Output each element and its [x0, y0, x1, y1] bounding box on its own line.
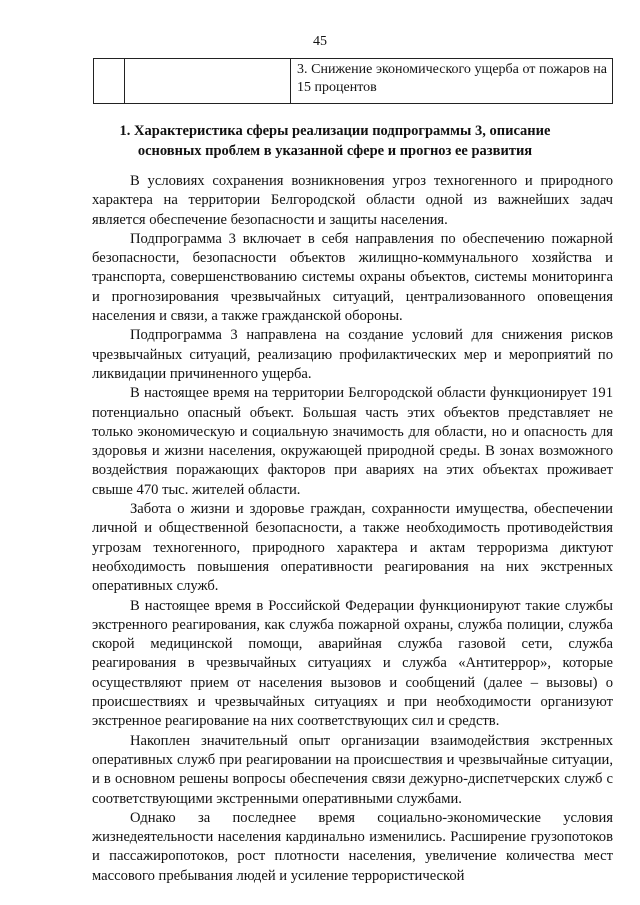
table-cell-text: 3. Снижение экономического ущерба от пожаров на 15 процентов [291, 59, 613, 104]
paragraph: Накоплен значительный опыт организации взаимодействия экстренных оперативных служб при реагировании на происшествия и чрезвычайные ситуации, и в основном решены вопросы обеспечения связи дежурно-диспетчерских служб с соответствующими экстренными оперативными службами. [92, 732, 613, 807]
table-cell-empty [94, 59, 125, 104]
paragraph: Забота о жизни и здоровье граждан, сохранности имущества, обеспечении личной и общественной безопасности, а также необходимость противодействия угрозам техногенного, природного характера и актам терроризма диктуют необходимость повышения оперативности реагирования на них экстренных оперативных служб. [92, 501, 613, 595]
paragraph: Подпрограмма 3 включает в себя направления по обеспечению пожарной безопасности, безопасности объектов жилищно-коммунального хозяйства и транспорта, совершенствованию системы охраны объектов, системы мониторинга и прогнозирования чрезвычайных ситуаций, централизованного оповещения населения и связи, а также гражданской обороны. [92, 230, 613, 325]
body-text [92, 172, 613, 886]
section-heading: 1. Характеристика сферы реализации подпрограммы 3, описание основных проблем в указанной сфере и прогноз ее развития [119, 123, 551, 159]
continuation-table [93, 58, 613, 104]
paragraph: В условиях сохранения возникновения угроз техногенного и природного характера на территории Белгородской области одной из важнейших задач является обеспечение безопасности и защиты населения. [92, 173, 613, 228]
paragraph: Однако за последнее время социально-экономические условия жизнедеятельности населения кардинально изменились. Расширение грузопотоков и пассажиропотоков, рост плотности населения, увеличение количества мест массового пребывания людей и усиление террористической [92, 809, 613, 884]
table-row [94, 59, 613, 104]
paragraph: Подпрограмма 3 направлена на создание условий для снижения рисков чрезвычайных ситуаций, реализацию профилактических мер и мероприятий по ликвидации причиненного ущерба. [92, 327, 613, 382]
paragraph: В настоящее время на территории Белгородской области функционирует 191 потенциально опасный объект. Большая часть этих объектов представляет не только экономическую и социальную значимость для области, но и опасность для здоровья и жизни населения, окружающей природной среды. В зонах возможного воздействия поражающих факторов при авариях на этих объектах проживает свыше 470 тыс. жителей области. [92, 385, 613, 498]
page-number: 45 [313, 34, 327, 49]
paragraph: В настоящее время в Российской Федерации функционируют такие службы экстренного реагирования, как служба пожарной охраны, служба полиции, служба скорой медицинской помощи, аварийная служба газовой сети, служба реагирования в чрезвычайных ситуациях и служба «Антитеррор», которые осуществляют прием от населения вызовов и сообщений (далее – вызовы) о происшествиях и чрезвычайных ситуациях и при необходимости организуют экстренное реагирование на них соответствующих сил и средств. [92, 597, 613, 730]
table-cell-empty [125, 59, 291, 104]
